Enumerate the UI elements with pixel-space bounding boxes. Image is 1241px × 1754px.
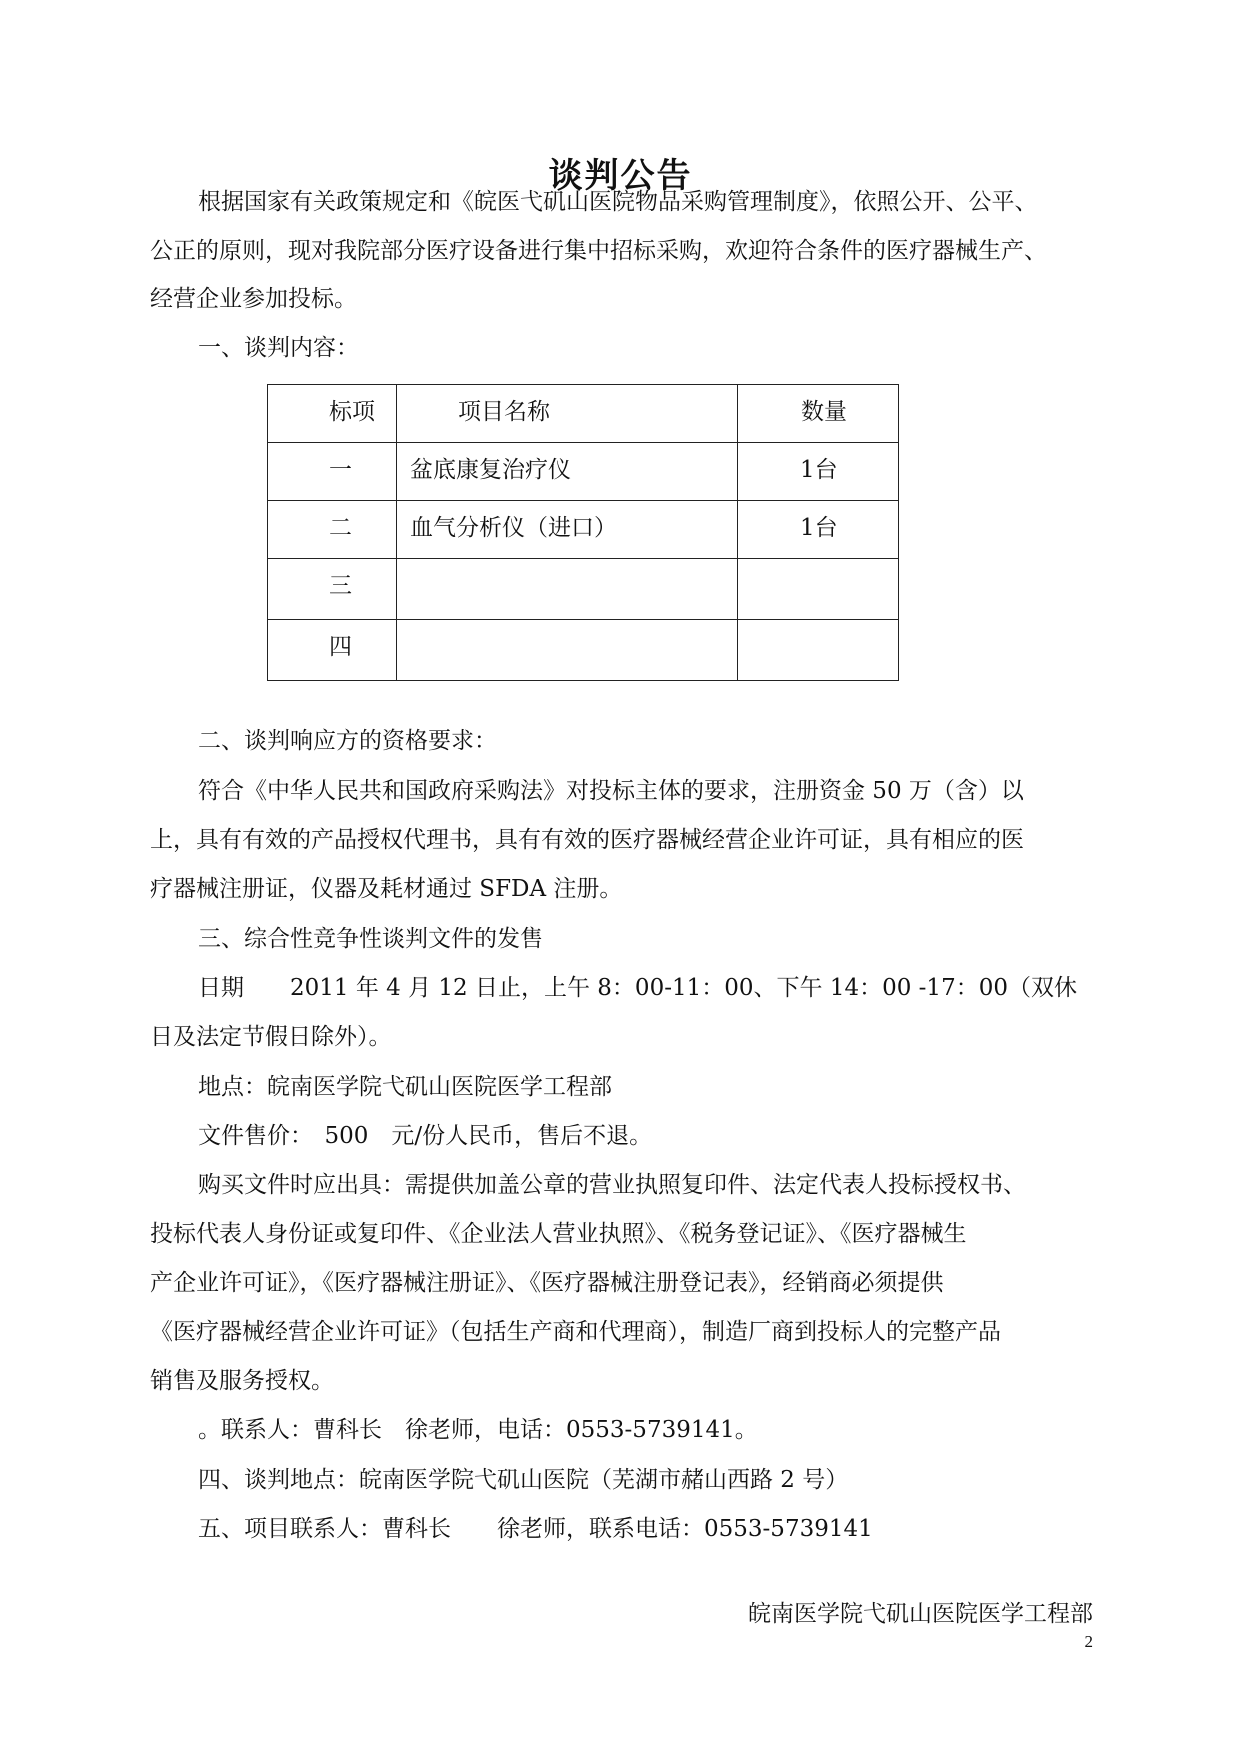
intro-line-3: 经营企业参加投标。 [150,286,357,312]
section3-heading: 三、综合性竞争性谈判文件的发售 [198,926,543,952]
cell-quantity [738,620,899,681]
cell-name: 盆底康复治疗仪 [397,443,738,501]
cell-quantity: 1台 [738,501,899,559]
intro-line-2: 公正的原则，现对我院部分医疗设备进行集中招标采购，欢迎符合条件的医疗器械生产、 [150,238,1047,264]
page-title: 谈判公告 [548,156,693,196]
table-header-row [268,385,899,443]
cell-item: 一 [268,443,397,501]
cell-name [397,620,738,681]
signature: 皖南医学院弋矶山医院医学工程部 [748,1601,1093,1627]
table-row [268,620,899,681]
cell-quantity: 1台 [738,443,899,501]
section2-line-1: 符合《中华人民共和国政府采购法》对投标主体的要求，注册资金 50 万（含）以 [198,778,1024,804]
sale-location: 地点：皖南医学院弋矶山医院医学工程部 [198,1074,612,1100]
section2-line-2: 上，具有有效的产品授权代理书，具有有效的医疗器械经营企业许可证，具有相应的医 [150,827,1024,853]
cell-name [397,559,738,620]
required-docs-line-5: 销售及服务授权。 [150,1368,334,1394]
page-number: 2 [1084,1632,1093,1651]
section1-heading: 一、谈判内容： [198,335,359,361]
table-row [268,443,899,501]
required-docs-line-3: 产企业许可证》，《医疗器械注册证》、《医疗器械注册登记表》，经销商必须提供 [150,1270,944,1296]
cell-quantity [738,559,899,620]
header-cell-name: 项目名称 [397,385,738,443]
items-table [267,384,899,681]
required-docs-line-2: 投标代表人身份证或复印件、《企业法人营业执照》、《税务登记证》、《医疗器械生 [150,1221,967,1247]
required-docs-line-4: 《医疗器械经营企业许可证》（包括生产商和代理商），制造厂商到投标人的完整产品 [150,1319,1001,1345]
intro-line-1: 根据国家有关政策规定和《皖医弋矶山医院物品采购管理制度》，依照公开、公平、 [198,189,1038,215]
sale-date-line-2: 日及法定节假日除外）。 [150,1024,392,1050]
header-cell-item: 标项 [268,385,397,443]
contact-line: 。联系人：曹科长 徐老师，电话：0553-5739141。 [198,1417,758,1443]
cell-name: 血气分析仪（进口） [397,501,738,559]
table-row [268,559,899,620]
header-cell-quantity: 数量 [738,385,899,443]
section2-line-3: 疗器械注册证，仪器及耗材通过 SFDA 注册。 [150,876,623,902]
section5-contact: 五、项目联系人：曹科长 徐老师，联系电话：0553-5739141 [198,1516,873,1542]
cell-item: 三 [268,559,397,620]
cell-item: 二 [268,501,397,559]
section2-heading: 二、谈判响应方的资格要求： [198,728,497,754]
sale-price: 文件售价： 500 元/份人民币，售后不退。 [198,1123,653,1149]
table-row [268,501,899,559]
sale-date-line-1: 日期 2011 年 4 月 12 日止，上午 8：00-11：00、下午 14：00 -17：00（双休 [198,975,1077,1001]
cell-item: 四 [268,620,397,681]
required-docs-line-1: 购买文件时应出具：需提供加盖公章的营业执照复印件、法定代表人投标授权书、 [198,1172,1026,1198]
section4-location: 四、谈判地点：皖南医学院弋矶山医院（芜湖市赭山西路 2 号） [198,1467,849,1493]
